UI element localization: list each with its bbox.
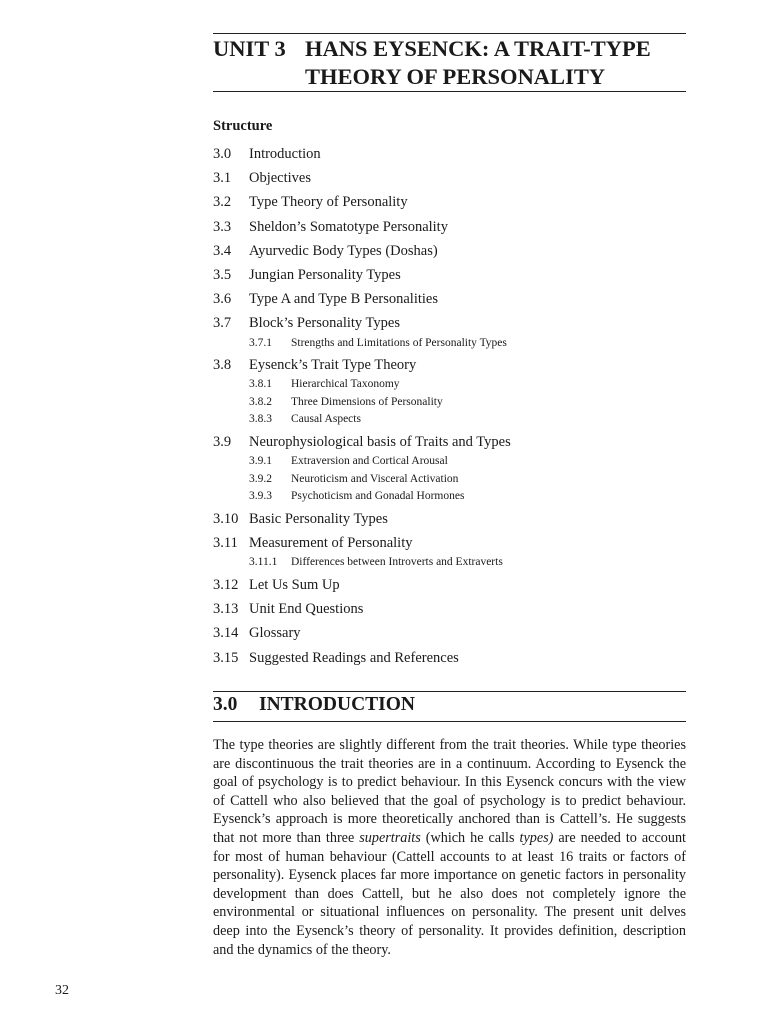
introduction-title: INTRODUCTION	[259, 694, 416, 715]
unit-title-line-2: THEORY OF PERSONALITY	[305, 64, 606, 89]
toc-item-number: 3.10	[213, 511, 239, 528]
toc-item-label: Let Us Sum Up	[249, 577, 340, 593]
toc-item-label: Causal Aspects	[291, 413, 361, 426]
toc-item-label: Neurophysiological basis of Traits and Types	[249, 434, 511, 451]
toc-item-label: Psychoticism and Gonadal Hormones	[291, 490, 465, 503]
top-rule	[213, 33, 686, 34]
title-bottom-rule	[213, 91, 686, 92]
page-number: 32	[55, 983, 69, 998]
toc-item	[213, 623, 693, 643]
toc-item-number: 3.7	[213, 315, 232, 332]
toc-item-label: Type Theory of Personality	[249, 194, 408, 211]
toc-item-number: 3.6	[213, 291, 232, 308]
toc-item-label: Objectives	[249, 170, 312, 187]
toc-item-label: Neuroticism and Visceral Activation	[291, 472, 459, 485]
toc-item	[213, 144, 693, 164]
unit-title-line-1: HANS EYSENCK: A TRAIT-TYPE	[305, 36, 651, 61]
intro-top-rule	[213, 691, 686, 692]
toc-item	[213, 432, 693, 452]
toc-item-number: 3.5	[213, 266, 232, 283]
toc-item-number: 3.11.1	[249, 556, 278, 569]
toc-subitem	[213, 555, 693, 570]
toc-item-label: Jungian Personality Types	[249, 266, 401, 283]
unit-number: UNIT 3	[213, 36, 286, 61]
toc-item-number: 3.3	[213, 218, 232, 235]
intro-text-part: (which he calls	[420, 829, 520, 846]
toc-subitem	[213, 395, 693, 410]
toc-item-label: Eysenck’s Trait Type Theory	[249, 357, 417, 374]
toc-item-number: 3.11	[213, 535, 238, 552]
intro-text-part: The type theories are slightly different from the trait theories. While type theories are discontinuous the trait theories are in a continuum. According to Eysenck the goal of psychology is to predict behaviour. In this Eysenck concurs with the view of Cattell who also believed that the goal of psychology is to predict behaviour. Eysenck’s approach is more theoretically anchored than is Cattell’s. He suggests that not more than three	[213, 737, 686, 846]
toc-item-number: 3.4	[213, 242, 232, 259]
toc-subitem	[213, 489, 693, 504]
toc-subitem	[213, 472, 693, 487]
toc-item-label: Basic Personality Types	[249, 511, 388, 528]
toc-item-label: Hierarchical Taxonomy	[291, 378, 400, 391]
toc-item-label: Type A and Type B Personalities	[249, 291, 439, 308]
structure-heading: Structure	[213, 118, 273, 134]
introduction-heading	[213, 694, 415, 716]
toc-item-label: Suggested Readings and References	[249, 649, 459, 666]
structure-list	[213, 144, 693, 672]
toc-item-number: 3.9.3	[249, 490, 272, 503]
toc-item-number: 3.9	[213, 434, 232, 451]
toc-item	[213, 533, 693, 553]
toc-item-number: 3.14	[213, 625, 239, 642]
introduction-paragraph	[213, 736, 686, 959]
toc-item	[213, 265, 693, 285]
toc-item-label: Differences between Introverts and Extraverts	[291, 556, 503, 569]
toc-item-number: 3.8	[213, 357, 232, 374]
toc-item-number: 3.13	[213, 601, 239, 618]
introduction-number: 3.0	[213, 694, 238, 715]
unit-title	[213, 35, 693, 91]
toc-subitem	[213, 336, 693, 351]
toc-item-number: 3.1	[213, 170, 232, 187]
toc-item-number: 3.12	[213, 577, 239, 593]
toc-item-label: Block’s Personality Types	[249, 315, 400, 332]
toc-item-label: Introduction	[249, 146, 321, 162]
intro-emphasis-supertraits: supertraits	[359, 829, 421, 846]
intro-bottom-rule	[213, 721, 686, 722]
toc-item-label: Extraversion and Cortical Arousal	[291, 455, 448, 468]
toc-item	[213, 241, 693, 261]
toc-item	[213, 192, 693, 212]
toc-item-number: 3.2	[213, 194, 232, 211]
toc-item-number: 3.7.1	[249, 336, 272, 349]
toc-item	[213, 648, 693, 668]
toc-item-label: Glossary	[249, 625, 301, 642]
intro-text-part: are needed to account for most of human behaviour (Cattell accounts to at least 16 traits or factors of personality). Eysenck places far more importance on genetic factors in personality development than does Cattell, but he also does not completely ignore the environmental or situational influences on personality. The present unit delves deep into the Eysenck’s theory of personality. It provides definition, description and the dynamics of the theory.	[213, 829, 686, 958]
toc-subitem	[213, 412, 693, 427]
toc-item	[213, 355, 693, 375]
toc-subitem	[213, 377, 693, 392]
toc-item	[213, 313, 693, 333]
toc-item	[213, 168, 693, 188]
toc-item-label: Strengths and Limitations of Personality Types	[291, 336, 507, 349]
toc-item	[213, 289, 693, 309]
intro-emphasis-types: types)	[519, 829, 554, 846]
toc-item	[213, 509, 693, 529]
toc-item-number: 3.8.3	[249, 413, 272, 426]
toc-item-number: 3.0	[213, 146, 232, 162]
toc-item-label: Three Dimensions of Personality	[291, 395, 443, 408]
toc-item	[213, 217, 693, 237]
toc-item-number: 3.8.2	[249, 395, 272, 408]
toc-item	[213, 599, 693, 619]
toc-item-number: 3.9.2	[249, 472, 272, 485]
toc-item	[213, 575, 693, 595]
toc-item-number: 3.8.1	[249, 378, 272, 391]
toc-item-label: Ayurvedic Body Types (Doshas)	[249, 242, 438, 259]
toc-item-number: 3.15	[213, 649, 239, 666]
toc-item-label: Sheldon’s Somatotype Personality	[249, 218, 448, 235]
toc-item-number: 3.9.1	[249, 455, 272, 468]
toc-item-label: Measurement of Personality	[249, 535, 413, 552]
toc-subitem	[213, 454, 693, 469]
toc-item-label: Unit End Questions	[249, 601, 364, 618]
